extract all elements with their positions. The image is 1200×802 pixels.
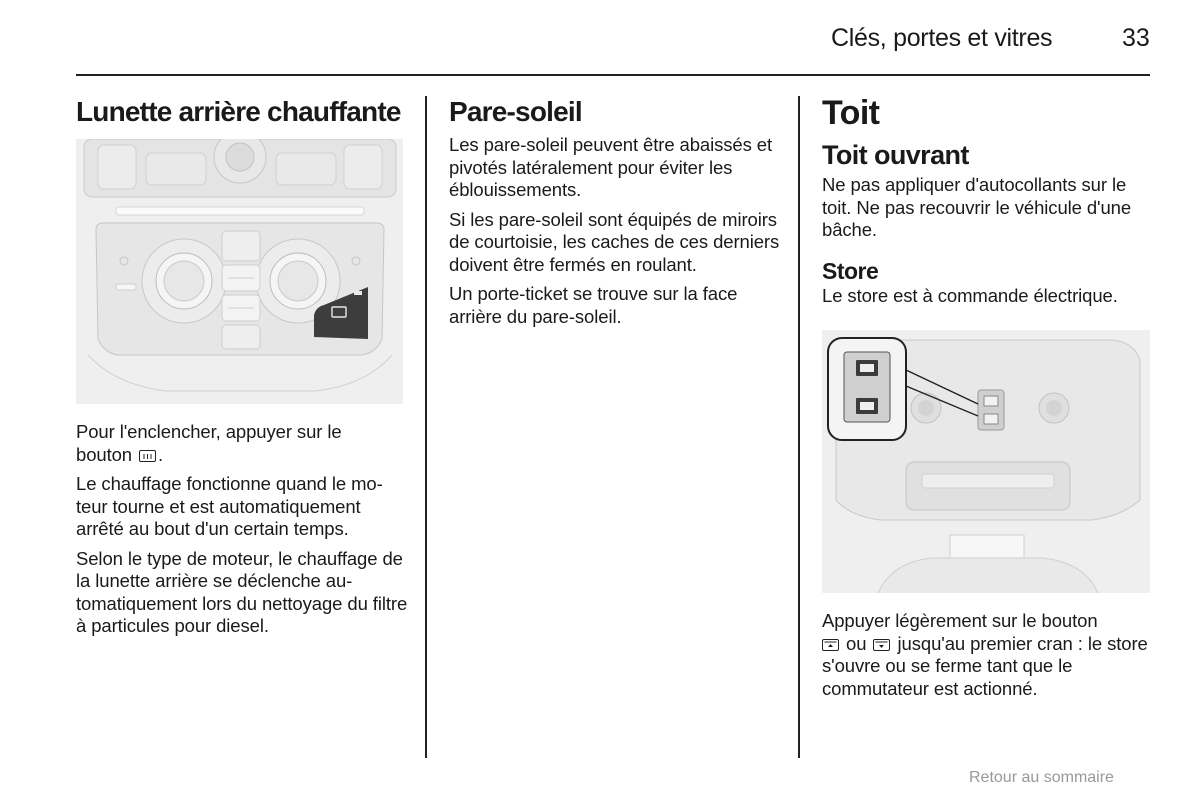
- paragraph-engage-end: .: [158, 443, 164, 465]
- blind-open-icon: [822, 639, 839, 651]
- subheading-sunroof: Toit ouvrant: [822, 140, 969, 170]
- back-to-contents-link[interactable]: Retour au sommaire: [969, 769, 1114, 786]
- paragraph-vanity-mirrors: Si les pare-soleil sont équipés de miroirs de courtoisie, les caches de ces derniers doivent être fermés en roulant.: [449, 208, 780, 275]
- section-heading: Lunette arrière chauffante: [76, 96, 401, 127]
- section-sun-visors: [449, 96, 781, 328]
- roof-console-drawing: [822, 330, 1150, 593]
- paragraph-engage-text: Pour l'enclencher, appuyer sur le: [76, 421, 342, 442]
- paragraph-diesel-filter: Selon le type de moteur, le chauffage de la lunette arrière se déclenche automatiquement lors du nettoyage du filtre à particules pour diesel.: [76, 547, 408, 636]
- paragraph-heating-operation: Le chauffage fonctionne quand le moteur tourne et est automatiquement arrêté au bout d'un certain temps.: [76, 473, 383, 539]
- col1-text: [76, 421, 408, 638]
- paragraph-blind: Le store est à commande électrique.: [822, 284, 1118, 306]
- blind-op-start: Appuyer légèrement sur le bouton: [822, 610, 1098, 631]
- page-number: 33: [1122, 24, 1150, 52]
- header-rule: [76, 74, 1150, 76]
- paragraph-ticket-holder: Un porte-ticket se trouve sur la face arrière du pare-soleil.: [449, 283, 738, 327]
- column-divider-1: [425, 96, 427, 758]
- blind-close-icon: [873, 639, 890, 651]
- roof-console-illustration: [822, 330, 1150, 593]
- blind-op-rest: jusqu'au premier cran : le store s'ouvre ou se ferme tant que le commutateur est actionné.: [822, 632, 1148, 699]
- paragraph-sunroof: Ne pas appliquer d'autocollants sur le toit. Ne pas recouvrir le véhicule d'une bâche.: [822, 174, 1132, 240]
- subheading-blind: Store: [822, 257, 879, 284]
- paragraph-engage-button-word: bouton: [76, 443, 132, 465]
- section-roof: [822, 94, 1154, 307]
- section-heading: Pare-soleil: [449, 96, 582, 127]
- section-rear-window-heating: [76, 96, 408, 128]
- section-heading-roof: Toit: [822, 94, 880, 132]
- column-divider-2: [798, 96, 800, 758]
- rear-window-heater-icon: [139, 450, 156, 462]
- climate-panel-drawing: [76, 139, 403, 404]
- paragraph-engage: [76, 421, 408, 466]
- paragraph-sun-visors: Les pare-soleil peuvent être abaissés et pivotés latéralement pour éviter les éblouissements.: [449, 134, 773, 200]
- col3-final-text: [822, 610, 1154, 700]
- paragraph-blind-operation: [822, 610, 1154, 700]
- running-header-title: Clés, portes et vitres: [831, 24, 1053, 52]
- climate-control-panel-illustration: [76, 139, 403, 404]
- blind-op-or: ou: [846, 632, 867, 654]
